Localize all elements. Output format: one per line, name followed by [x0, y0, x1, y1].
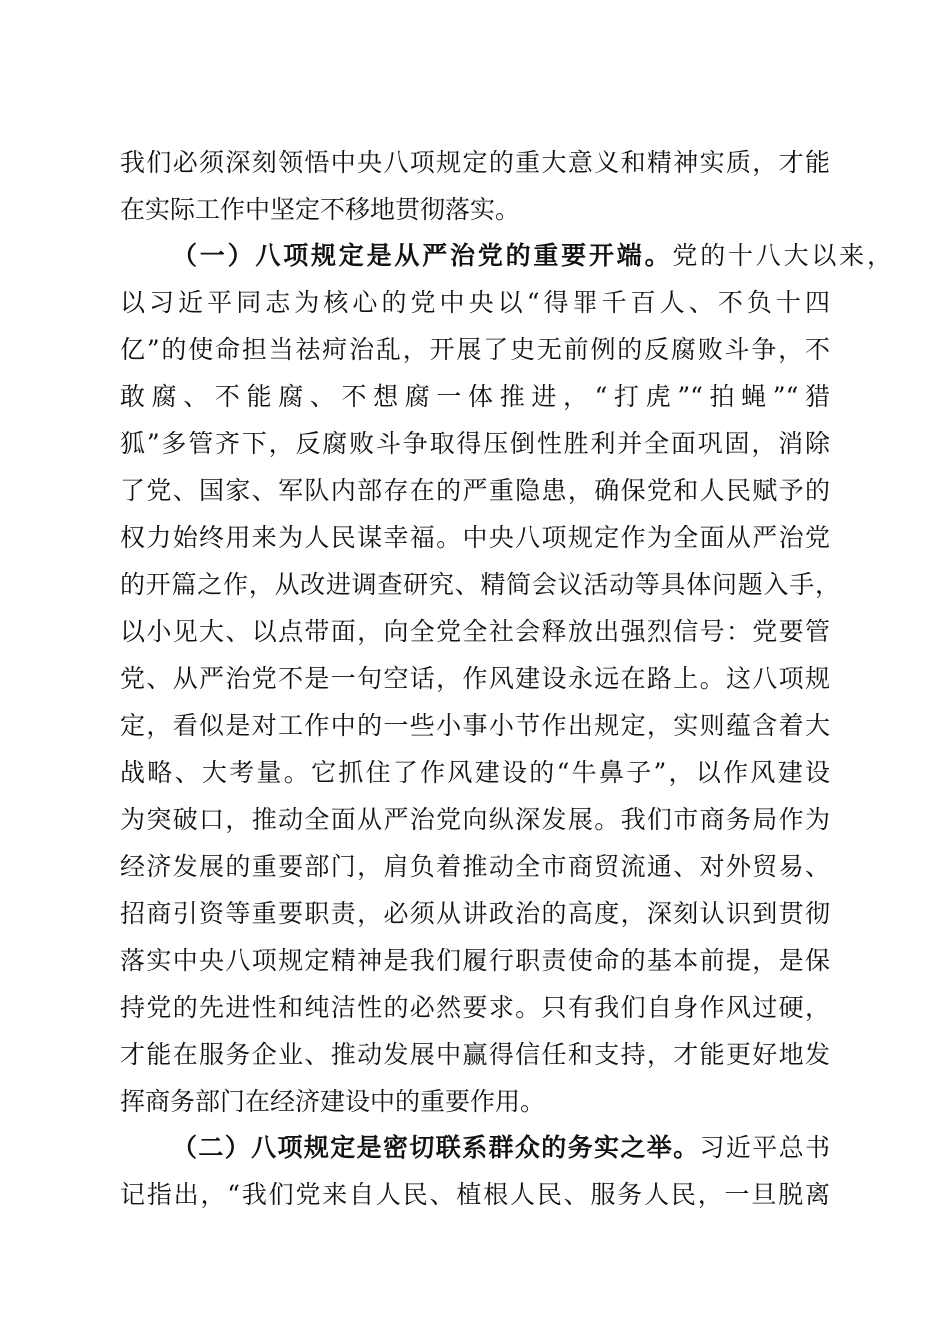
paragraph-line: 才能在服务企业、推动发展中赢得信任和支持，才能更好地发 — [120, 1040, 830, 1069]
paragraph-line: 狐”多管齐下，反腐败斗争取得压倒性胜利并全面巩固，消除 — [120, 429, 830, 458]
paragraph-line: 为突破口，推动全面从严治党向纵深发展。我们市商务局作为 — [120, 805, 830, 834]
paragraph-line: 敢腐、不能腐、不想腐一体推进，“打虎”“拍蝇”“猎 — [120, 382, 830, 411]
paragraph-line: 经济发展的重要部门，肩负着推动全市商贸流通、对外贸易、 — [120, 852, 830, 881]
paragraph-line: 记指出，“我们党来自人民、植根人民、服务人民，一旦脱离 — [120, 1180, 830, 1209]
paragraph-line: 的开篇之作，从改进调查研究、精简会议活动等具体问题入手， — [120, 570, 840, 599]
paragraph-line: 战略、大考量。它抓住了作风建设的“牛鼻子”，以作风建设 — [120, 758, 830, 787]
paragraph-line: 在实际工作中坚定不移地贯彻落实。 — [120, 195, 521, 224]
paragraph-line: 亿”的使命担当祛疴治乱，开展了史无前例的反腐败斗争，不 — [120, 335, 830, 364]
paragraph-line: 以习近平同志为核心的党中央以“得罪千百人、不负十四 — [120, 288, 830, 317]
section-1-first-line-text: 党的十八大以来， — [672, 241, 892, 270]
section-1-first-line — [172, 234, 892, 278]
section-2-heading: （二）八项规定是密切联系群众的务实之举。 — [172, 1133, 700, 1162]
paragraph-line: 党、从严治党不是一句空话，作风建设永远在路上。这八项规 — [120, 664, 830, 693]
paragraph-line: 以小见大、以点带面，向全党全社会释放出强烈信号：党要管 — [120, 617, 830, 646]
section-2-first-line — [172, 1126, 830, 1170]
section-1-heading: （一）八项规定是从严治党的重要开端。 — [172, 241, 673, 270]
paragraph-line: 招商引资等重要职责，必须从讲政治的高度，深刻认识到贯彻 — [120, 899, 830, 928]
paragraph-line: 挥商务部门在经济建设中的重要作用。 — [120, 1087, 546, 1116]
paragraph-line: 定，看似是对工作中的一些小事小节作出规定，实则蕴含着大 — [120, 711, 830, 740]
paragraph-line: 权力始终用来为人民谋幸福。中央八项规定作为全面从严治党 — [120, 523, 830, 552]
paragraph-line: 落实中央八项规定精神是我们履行职责使命的基本前提，是保 — [120, 946, 830, 975]
paragraph-line: 我们必须深刻领悟中央八项规定的重大意义和精神实质，才能 — [120, 148, 830, 177]
paragraph-line: 持党的先进性和纯洁性的必然要求。只有我们自身作风过硬， — [120, 993, 830, 1022]
section-2-first-line-text: 习近平总书 — [699, 1133, 830, 1162]
paragraph-line: 了党、国家、军队内部存在的严重隐患，确保党和人民赋予的 — [120, 476, 830, 505]
